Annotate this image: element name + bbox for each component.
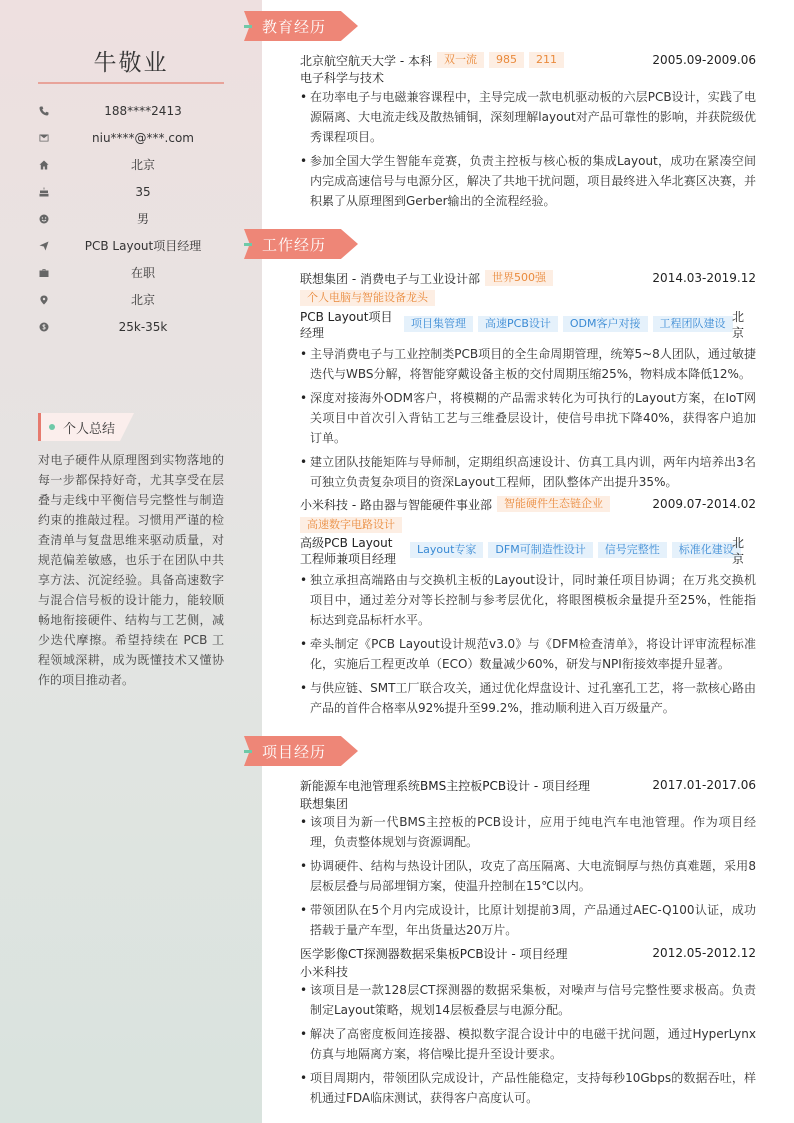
info-phone [38,97,224,124]
info-email [38,124,224,151]
email-text: niu****@***.com [92,130,194,145]
education-header [300,51,756,69]
location-icon [38,294,50,306]
info-age [38,178,224,205]
salary-text: 25k-35k [118,319,168,334]
project-header [300,776,756,794]
status-text: 在职 [130,266,155,280]
skill-tag: ODM客户对接 [563,316,648,332]
project-bullets [300,980,756,1112]
candidate-name: 牛敬业 [93,50,169,76]
section-work-header [244,229,358,259]
skill-tag: DFM可制造性设计 [488,542,592,558]
list-item: • 该项目是一款128层CT探测器的数据采集板，对噪声与信号完整性要求极高。负责制定Layout策略，规划14层板叠层与电源分配。 [300,980,756,1020]
school-tag: 985 [489,52,524,68]
city-text: 北京 [130,158,155,172]
phone-text: 188****2413 [104,103,182,118]
job-title: 高级PCB Layout工程师兼项目经理 [300,536,397,566]
role-row [300,309,756,343]
job-title: PCB Layout项目经理 [300,310,393,340]
job-location: 北京 [732,310,745,340]
list-item: • 在功率电子与电磁兼容课程中，主导完成一款电机驱动板的六层PCB设计，实践了电源隔离、大电流走线及散热铺铜，深刻理解layout对产品可靠性的影响，并获院级优秀课程项目。 [300,87,756,147]
list-item: • 带领团队在5个月内完成设计，比原计划提前3周，产品通过AEC-Q100认证，成功搭载于量产车型，年出货量达20万片。 [300,900,756,940]
section-title: 项目经历 [262,743,327,761]
list-item: • 主导消费电子与工业控制类PCB项目的全生命周期管理，统筹5~8人团队，通过敏捷迭代与WBS分解，将智能穿戴设备主板的交付周期压缩25%，物料成本降低12%。 [300,344,756,384]
project-bullets [300,812,756,944]
work-header [300,269,756,287]
job-location: 北京 [732,536,745,566]
school-tag: 双一流 [437,52,484,68]
phone-icon [38,105,50,117]
work-header [300,495,756,513]
work-date: 2014.03-2019.12 [652,271,756,285]
company-tagline [300,517,402,535]
home-icon [38,159,50,171]
company-tag: 高速数字电路设计 [300,517,402,533]
company-tag: 智能硬件生态链企业 [497,496,610,512]
section-title: 工作经历 [262,236,327,254]
list-item: • 独立承担高端路由与交换机主板的Layout设计，同时兼任项目协调；在万兆交换机项目中，通过差分对等长控制与参考层优化，将眼图模板余量提升至25%，性能指标达到竞品标杆水平。 [300,570,756,630]
project-date: 2012.05-2012.12 [652,946,756,960]
section-projects-header [244,736,358,766]
smile-icon [38,213,50,225]
list-item: • 深度对接海外ODM客户，将模糊的产品需求转化为可执行的Layout方案，在IoT网关项目中首次引入背钻工艺与三维叠层设计，使信号串扰下降40%，获得客户追加订单。 [300,388,756,448]
company-tag: 个人电脑与智能设备龙头 [300,290,435,306]
company-tagline [300,290,435,308]
summary-heading [38,413,134,441]
skill-tag: 信号完整性 [598,542,667,558]
send-icon [38,240,50,252]
summary-text: 对电子硬件从原理图到实物落地的每一步都保持好奇，尤其享受在层叠与走线中平衡信号完整性与制造约束的推敲过程。习惯用严谨的检查清单与复盘思维来驱动质量，对规范偏差敏感，也乐于在团队中共享方法、沉淀经验。具备高速数字与混合信号板的设计能力，能较顺畅地衔接硬件、结构与工艺侧，减少迭代摩擦。希望持续在 PCB 工程领域深耕，成为既懂技术又懂协作的项目推动者。 [38,453,224,687]
location-text: 北京 [130,293,155,307]
skill-tag: Layout专家 [410,542,483,558]
school-tag: 211 [529,52,564,68]
info-location [38,286,224,313]
company-tag: 世界500强 [485,270,553,286]
list-item: • 该项目为新一代BMS主控板的PCB设计，应用于纯电汽车电池管理。作为项目经理，负责整体规划与资源调配。 [300,812,756,852]
info-gender [38,205,224,232]
skill-tag: 高速PCB设计 [478,316,558,332]
email-icon [38,132,50,144]
bullet-dot-icon [49,424,55,430]
age-text: 35 [135,184,151,199]
education-bullets [300,87,756,215]
list-item: • 与供应链、SMT工厂联合攻关，通过优化焊盘设计、过孔塞孔工艺，将一款核心路由产品的首件合格率从92%提升至99.2%，推动顺利进入百万级量产。 [300,678,756,718]
project-title: 新能源车电池管理系统BMS主控板PCB设计 - 项目经理 [300,778,591,793]
gender-text: 男 [136,212,149,226]
school-name: 北京航空航天大学 - 本科 [300,53,432,68]
major: 电子科学与技术 [300,71,385,85]
info-salary [38,313,224,340]
work-bullets [300,570,756,722]
company-name: 小米科技 - 路由器与智能硬件事业部 [300,497,492,512]
skill-tag: 项目集管理 [404,316,473,332]
summary-title: 个人总结 [63,422,116,437]
list-item: • 参加全国大学生智能车竞赛，负责主控板与核心板的集成Layout，成功在紧凑空间内完成高速信号与电源分区，解决了共地干扰问题，项目最终进入华北赛区决赛，并积累了从原理图到Gerber输出的全流程经验。 [300,151,756,211]
project-company: 联想集团 [300,797,349,811]
list-item: • 牵头制定《PCB Layout设计规范v3.0》与《DFM检查清单》，将设计评审流程标准化，实施后工程更改单（ECO）数量减少60%，研发与NPI衔接效率提升显著。 [300,634,756,674]
list-item: • 解决了高密度板间连接器、模拟数字混合设计中的电磁干扰问题，通过HyperLynx仿真与地隔离方案，将信噪比提升至设计要求。 [300,1024,756,1064]
work-date: 2009.07-2014.02 [652,497,756,511]
role-row [300,535,756,569]
education-date: 2005.09-2009.06 [652,53,756,67]
list-item: • 建立团队技能矩阵与导师制，定期组织高速设计、仿真工具内训，两年内培养出3名可独立负责复杂项目的资深Layout工程师，团队整体产出提升35%。 [300,452,756,492]
work-bullets [300,344,756,496]
info-position [38,232,224,259]
briefcase-icon [38,267,50,279]
skill-tags [404,316,733,332]
section-title: 教育经历 [262,18,327,36]
contact-info [38,97,224,340]
project-company: 小米科技 [300,965,349,979]
position-text: PCB Layout项目经理 [84,239,202,253]
section-education-header [244,11,358,41]
sidebar [0,0,262,1123]
project-date: 2017.01-2017.06 [652,778,756,792]
skill-tag: 标准化建设 [672,542,741,558]
list-item: • 协调硬件、结构与热设计团队，攻克了高压隔离、大电流铜厚与热仿真难题，采用8层板层叠与局部埋铜方案，使温升控制在15℃以内。 [300,856,756,896]
cake-icon [38,186,50,198]
project-header [300,944,756,962]
name-divider [38,82,224,84]
list-item: • 项目周期内，带领团队完成设计，产品性能稳定，支持每秒10Gbps的数据吞吐，样机通过FDA临床测试，获得客户高度认可。 [300,1068,756,1108]
money-icon [38,321,50,333]
info-city [38,151,224,178]
company-name: 联想集团 - 消费电子与工业设计部 [300,271,480,286]
skill-tags [410,542,741,558]
project-title: 医学影像CT探测器数据采集板PCB设计 - 项目经理 [300,946,568,961]
skill-tag: 工程团队建设 [653,316,733,332]
info-status [38,259,224,286]
